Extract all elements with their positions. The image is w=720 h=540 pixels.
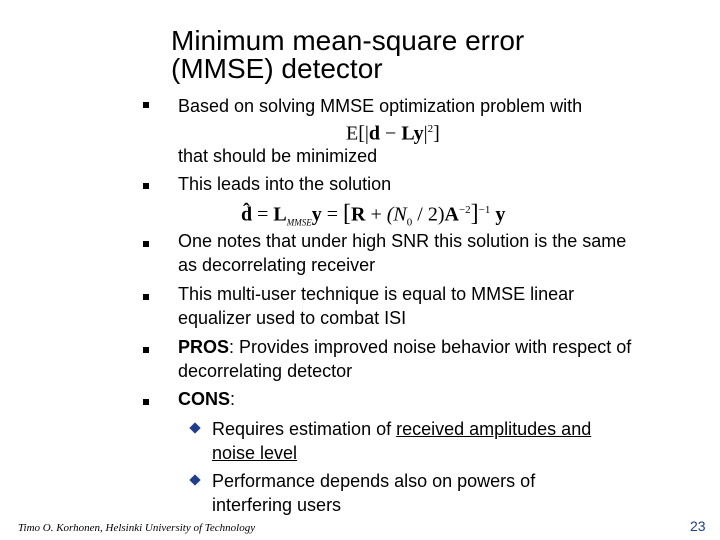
bullet-6-line-1 xyxy=(178,388,235,410)
pros-text: : Provides improved noise behavior with respect of xyxy=(229,337,632,357)
bullet-5-line-1 xyxy=(178,336,631,358)
bullet-marker xyxy=(143,183,149,189)
cons-label: CONS xyxy=(178,389,231,409)
sub-bullet-2-line-1: Performance depends also on powers of xyxy=(212,471,536,491)
bullet-1-line-2: that should be minimized xyxy=(178,146,378,166)
slide-title xyxy=(171,27,524,83)
bullet-3-line-1: One notes that under high SNR this solution is the same xyxy=(178,231,627,251)
bullet-marker xyxy=(143,102,149,108)
title-line-1: Minimum mean-square error xyxy=(171,25,525,56)
pros-label: PROS xyxy=(178,337,230,357)
bullet-3-line-2: as decorrelating receiver xyxy=(178,255,376,275)
page-number: 23 xyxy=(690,518,706,534)
diamond-bullet-icon xyxy=(189,474,200,485)
formula-mmse-objective: $E[|d - Ly|^2]$ xyxy=(346,122,440,145)
sub-bullet-1-line-2: noise level xyxy=(212,443,298,463)
bullet-marker xyxy=(143,347,149,353)
bullet-marker xyxy=(143,241,149,247)
sub-bullet-2-line-2: interfering users xyxy=(212,495,342,515)
bullet-2-line-1: This leads into the solution xyxy=(178,174,392,194)
cons-text: : xyxy=(230,389,236,409)
formula-mmse-solution: d̂ = $L_{MMSE}y = [R + (N_0 / 2)A^{-2}]^{-1}$ y xyxy=(241,200,506,229)
bullet-4-line-1: This multi-user technique is equal to MMSE linear xyxy=(178,284,575,304)
bullet-5-line-2: decorrelating detector xyxy=(178,361,353,381)
bullet-4-line-2: equalizer used to combat ISI xyxy=(178,308,407,328)
title-line-2: (MMSE) detector xyxy=(171,53,383,84)
bullet-1-line-1: Based on solving MMSE optimization problem with xyxy=(178,96,583,116)
bullet-marker xyxy=(143,294,149,300)
diamond-bullet-icon xyxy=(189,422,200,433)
bullet-marker xyxy=(143,399,149,405)
footer-author: Timo O. Korhonen, Helsinki University of Technology xyxy=(18,522,256,534)
sub-bullet-1-line-1: Requires estimation of received amplitudes and xyxy=(212,419,592,439)
